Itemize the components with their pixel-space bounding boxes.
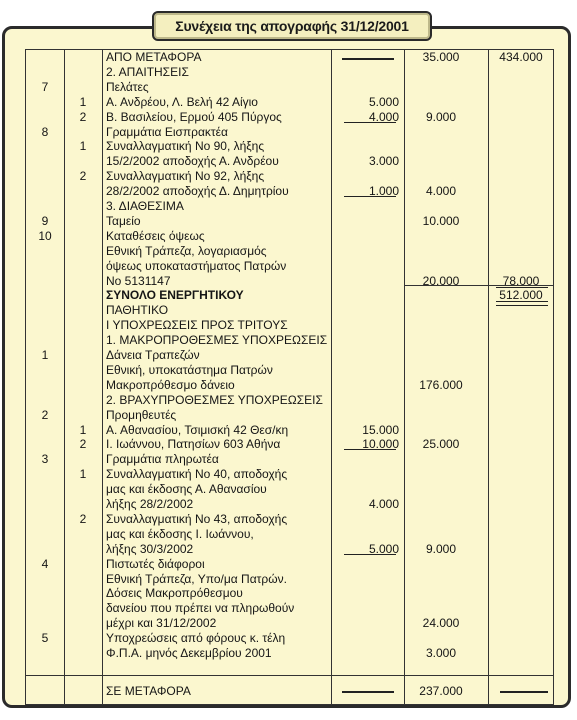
cell-c3: Πιστωτές διάφοροι: [106, 556, 205, 571]
table-row: [26, 259, 553, 274]
subtotal-underline: [344, 122, 396, 123]
cell-c4: 5.000: [368, 541, 399, 556]
cell-c3: Νο 5131147: [106, 273, 171, 288]
cell-c5: 9.000: [425, 541, 457, 556]
cell-c3: Ι ΥΠΟΧΡΕΩΣΕΙΣ ΠΡΟΣ ΤΡΙΤΟΥΣ: [106, 318, 288, 333]
table-row: [26, 95, 553, 110]
cell-c3: Πελάτες: [106, 79, 149, 94]
table-row: [26, 80, 553, 95]
table-row: [26, 214, 553, 229]
cell-c5: 9.000: [425, 109, 457, 124]
subtotal-underline: [344, 554, 396, 555]
table-row: [26, 139, 553, 154]
table-row: [26, 542, 553, 557]
cell-c1: 7: [41, 79, 49, 94]
cell-c2: 1: [79, 422, 87, 437]
footer-cell-c3: ΣΕ ΜΕΤΑΦΟΡΑ: [106, 684, 191, 698]
cell-c1: 4: [41, 556, 49, 571]
cell-c3: μας και έκδοσης Α. Αθανασίου: [106, 482, 267, 497]
cell-c3: Β. Βασιλείου, Ερμού 405 Πύργος: [106, 109, 282, 124]
cell-c3: όψεως υποκαταστήματος Πατρών: [106, 258, 287, 273]
cell-c3: Συναλλαγματική Νο 40, αποδοχής: [106, 467, 288, 482]
cell-c2: 1: [79, 94, 87, 109]
cell-c3: Α. Αθανασίου, Τσιμισκή 42 Θεσ/κη: [106, 422, 289, 437]
cell-c3: Συναλλαγματική Νο 43, αποδοχής: [106, 511, 288, 526]
table-row: [26, 586, 553, 601]
table-row: [26, 199, 553, 214]
cell-c2: 2: [79, 437, 87, 452]
cell-c5: 3.000: [425, 646, 457, 660]
cell-c3: Ι. Ιωάννου, Πατησίων 603 Αθήνα: [106, 437, 281, 452]
cell-c3: 1. ΜΑΚΡΟΠΡΟΘΕΣΜΕΣ ΥΠΟΧΡΕΩΣΕΙΣ: [106, 333, 328, 348]
table-row: [26, 274, 553, 289]
cell-c3: ΑΠΟ ΜΕΤΑΦΟΡΑ: [106, 50, 202, 64]
table-row: [26, 184, 553, 199]
cell-c3: Ταμείο: [106, 213, 141, 228]
table-row: [26, 408, 553, 423]
empty-value-dash: [342, 691, 394, 693]
table-row: [26, 482, 553, 497]
footer-row: [26, 684, 553, 699]
table-row: [26, 169, 553, 184]
table-row: [26, 616, 553, 631]
table-row: [26, 393, 553, 408]
empty-value-dash: [342, 58, 394, 60]
table-row: [26, 229, 553, 244]
footer-divider: [26, 675, 553, 676]
cell-c3: 2. ΑΠΑΙΤΗΣΕΙΣ: [106, 64, 189, 79]
cell-c1: 2: [41, 407, 49, 422]
table-row: [26, 50, 553, 65]
cell-c2: 2: [79, 169, 87, 184]
cell-c4: 5.000: [368, 94, 399, 109]
cell-c2: 1: [79, 467, 87, 482]
empty-value-dash: [500, 691, 548, 693]
table-row: [26, 497, 553, 512]
cell-c1: 9: [41, 213, 49, 228]
table-row: [26, 363, 553, 378]
page-title: Συνέχεια της απογραφής 31/12/2001: [152, 11, 432, 41]
cell-c3: ΣΥΝΟΛΟ ΕΝΕΡΓΗΤΙΚΟΥ: [106, 288, 244, 303]
table-row: [26, 125, 553, 140]
table-row: [26, 288, 553, 303]
table-row: [26, 303, 553, 318]
table-row: [26, 154, 553, 169]
cell-c3: Γραμμάτια πληρωτέα: [106, 452, 219, 467]
table-row: [26, 318, 553, 333]
cell-c2: 2: [79, 109, 87, 124]
cell-c3: μας και έκδοσης Ι. Ιωάννου,: [106, 526, 254, 541]
table-row: [26, 65, 553, 80]
cell-c4: 4.000: [368, 109, 399, 124]
cell-c3: λήξης 28/2/2002: [106, 497, 194, 511]
cell-c1: 8: [41, 124, 49, 139]
cell-c6: 434.000: [499, 50, 543, 64]
cell-c3: Εθνική, υποκατάστημα Πατρών: [106, 362, 273, 377]
cell-c3: Εθνική Τράπεζα, λογαριασμός: [106, 243, 267, 258]
cell-c1: 5: [41, 631, 49, 646]
cell-c4: 10.000: [362, 437, 399, 452]
cell-c3: λήξης 30/3/2002: [106, 541, 194, 556]
table-row: [26, 631, 553, 646]
cell-c3: Φ.Π.Α. μηνός Δεκεμβρίου 2001: [106, 646, 272, 660]
cell-c3: μέχρι και 31/12/2002: [106, 616, 217, 631]
cell-c3: Μακροπρόθεσμο δάνειο: [106, 377, 235, 392]
total-double-underline: [496, 301, 548, 306]
footer-cell-c5: 237.000: [419, 684, 463, 698]
table-row: [26, 437, 553, 452]
table-row: [26, 527, 553, 542]
cell-c3: Εθνική Τράπεζα, Υπο/μα Πατρών.: [106, 571, 287, 586]
cell-c1: 1: [41, 348, 49, 362]
table-row: [26, 452, 553, 467]
cell-c3: Υποχρεώσεις από φόρους κ. τέλη: [106, 631, 286, 646]
table-row: [26, 244, 553, 259]
cell-c3: Συναλλαγματική Νο 90, λήξης: [106, 139, 265, 154]
cell-c5: 24.000: [422, 616, 460, 631]
cell-c3: Α. Ανδρέου, Λ. Βελή 42 Αίγιο: [106, 94, 258, 109]
cell-c3: δανείου που πρέπει να πληρωθούν: [106, 601, 295, 616]
cell-c5: 25.000: [422, 437, 460, 452]
subtotal-underline: [344, 449, 396, 450]
table-row: [26, 557, 553, 572]
table-row: [26, 467, 553, 482]
table-row: [26, 333, 553, 348]
cell-c1: 10: [38, 228, 52, 243]
cell-c3: ΠΑΘΗΤΙΚΟ: [106, 303, 169, 318]
cell-c6: 78.000: [502, 273, 540, 288]
cell-c3: 28/2/2002 αποδοχής Δ. Δημητρίου: [106, 184, 289, 199]
subtotal-underline: [344, 196, 396, 197]
table-row: [26, 378, 553, 393]
table-row: [26, 512, 553, 527]
cell-c3: Δάνεια Τραπεζών: [106, 348, 200, 362]
table-row: [26, 348, 553, 363]
table-row: [26, 423, 553, 438]
cell-c3: 2. ΒΡΑΧΥΠΡΟΘΕΣΜΕΣ ΥΠΟΧΡΕΩΣΕΙΣ: [106, 392, 323, 407]
cell-c5: 20.000: [422, 273, 460, 288]
table-row: [26, 110, 553, 125]
cell-c3: 3. ΔΙΑΘΕΣΙΜΑ: [106, 199, 184, 213]
cell-c5: 4.000: [425, 184, 457, 199]
subtotal-underline: [496, 287, 548, 288]
cell-c5: 35.000: [422, 50, 460, 64]
table-row: [26, 646, 553, 661]
cell-c3: Δόσεις Μακροπρόθεσμου: [106, 586, 243, 601]
table-row: [26, 601, 553, 616]
cell-c1: 3: [41, 452, 49, 467]
cell-c3: Προμηθευτές: [106, 407, 177, 422]
cell-c4: 1.000: [368, 184, 399, 199]
table-row: [26, 572, 553, 587]
cell-c2: 2: [79, 511, 87, 526]
cell-c2: 1: [79, 139, 87, 154]
cell-c6: 512.000: [499, 288, 543, 303]
cell-c4: 3.000: [368, 154, 399, 169]
cell-c3: Καταθέσεις όψεως: [106, 228, 205, 243]
cell-c4: 4.000: [368, 497, 399, 511]
cell-c3: 15/2/2002 αποδοχής Α. Ανδρέου: [106, 154, 279, 169]
cell-c3: Γραμμάτια Εισπρακτέα: [106, 124, 228, 139]
cell-c5: 176.000: [419, 377, 463, 392]
cell-c4: 15.000: [362, 422, 399, 437]
cell-c3: Συναλλαγματική Νο 92, λήξης: [106, 169, 265, 184]
cell-c5: 10.000: [422, 213, 460, 228]
inventory-table: [25, 49, 554, 705]
